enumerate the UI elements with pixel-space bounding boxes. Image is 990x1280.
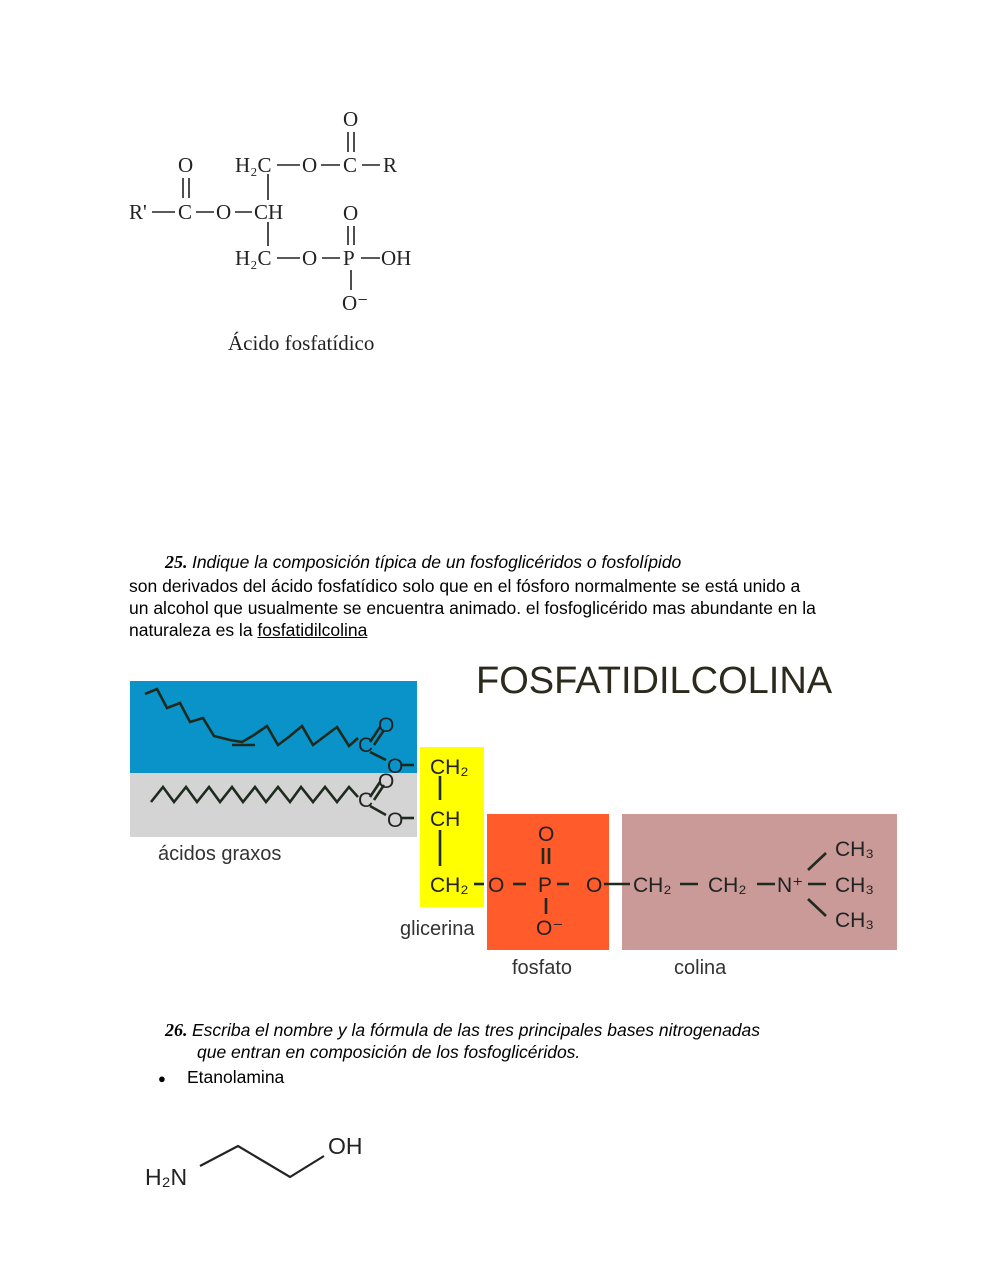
- atom-label: C: [358, 734, 374, 757]
- atom-label: O: [343, 201, 359, 225]
- atom-label: O: [216, 200, 232, 224]
- atom-label: CH₃: [835, 838, 874, 861]
- bullet-item: [158, 1066, 284, 1090]
- atom-label: O⁻: [342, 291, 369, 315]
- atom-label: C: [343, 153, 358, 177]
- answer-line-last: [129, 619, 367, 641]
- atom-label: O: [488, 874, 505, 897]
- bullet-label: Etanolamina: [187, 1067, 285, 1087]
- atom-label: R': [129, 200, 147, 224]
- question-number: 25.: [165, 552, 188, 572]
- question-25: [165, 552, 681, 573]
- atom-label: OH: [381, 246, 412, 270]
- atom-label: CH: [254, 200, 284, 224]
- atom-label: R: [383, 153, 398, 177]
- question-number: 26.: [165, 1020, 188, 1040]
- answer-line: un alcohol que usualmente se encuentra animado. el fosfoglicérido mas abundante en la: [129, 598, 816, 618]
- atom-label: O: [343, 107, 359, 131]
- unsaturated-fatty-acid-region: [130, 681, 417, 773]
- atom-label: OH: [328, 1133, 363, 1159]
- atom-label: O: [302, 246, 318, 270]
- question-26: [165, 1020, 760, 1041]
- atom-label: P: [538, 874, 553, 897]
- atom-label: CH₂: [430, 874, 469, 897]
- atom-label: CH: [430, 808, 461, 831]
- label-choline: colina: [674, 957, 727, 979]
- atom-label: O: [178, 153, 194, 177]
- atom-label: O: [378, 714, 395, 737]
- label-glycerol: glicerina: [400, 918, 475, 940]
- atom-label: O: [586, 874, 603, 897]
- answer-line: son derivados del ácido fosfatídico solo que en el fósforo normalmente se está unido a: [129, 576, 801, 596]
- atom-label: N⁺: [777, 874, 804, 897]
- question-text-cont: que entran en composición de los fosfoglicéridos.: [197, 1042, 581, 1062]
- bullet-marker: ●: [158, 1071, 166, 1086]
- atom-label: CH₃: [835, 909, 874, 932]
- atom-label: CH₃: [835, 874, 874, 897]
- fosfatidilcolina-link[interactable]: fosfatidilcolina: [257, 620, 368, 640]
- ethanolamine-skeleton: [200, 1146, 324, 1177]
- atom-label: CH₂: [633, 874, 672, 897]
- atom-label: CH₂: [430, 756, 469, 779]
- atom-label: H₂C: [235, 153, 272, 177]
- atom-label: P: [343, 246, 355, 270]
- question-text: Indique la composición típica de un fosfoglicéridos o fosfolípido: [191, 552, 682, 572]
- atom-label: O: [302, 153, 318, 177]
- atom-label: H₂N: [145, 1164, 188, 1190]
- saturated-fatty-acid-region: [130, 773, 417, 837]
- atom-label: O: [387, 809, 404, 832]
- atom-label: C: [358, 789, 374, 812]
- atom-label: O: [538, 823, 555, 846]
- question-text: Escriba el nombre y la fórmula de las tres principales bases nitrogenadas: [191, 1020, 761, 1040]
- label-phosphate: fosfato: [512, 957, 573, 979]
- atom-label: O: [387, 755, 404, 778]
- atom-label: C: [178, 200, 193, 224]
- answer-text: naturaleza es la: [129, 620, 258, 640]
- atom-label: O⁻: [536, 917, 564, 940]
- figure-caption: Ácido fosfatídico: [228, 331, 375, 355]
- figure-title: FOSFATIDILCOLINA: [476, 660, 833, 702]
- atom-label: H₂C: [235, 246, 272, 270]
- atom-label: CH₂: [708, 874, 747, 897]
- atom-label: O: [378, 770, 395, 793]
- label-fatty-acids: ácidos graxos: [158, 843, 282, 865]
